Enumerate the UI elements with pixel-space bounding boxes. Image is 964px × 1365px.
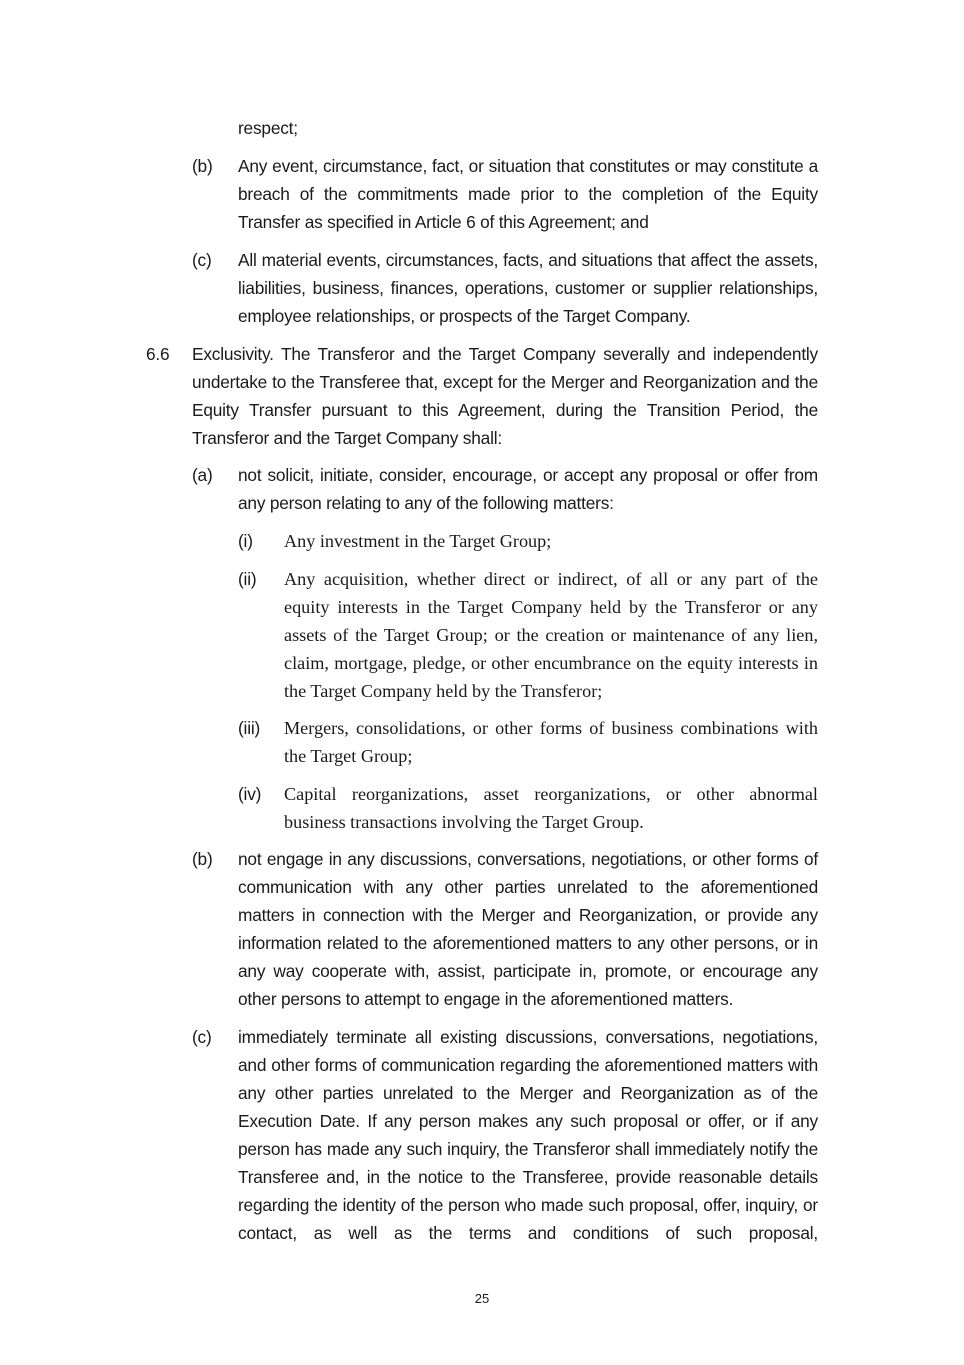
list-item-text: All material events, circumstances, facts, and situations that affect the assets, liabilities, business, finances, operations, customer or supplier relationships, employee relationships, or prospects of the Target Company. [238, 250, 818, 326]
list-item-text: not engage in any discussions, conversations, negotiations, or other forms of communication with any other parties unrelated to the aforementioned matters in connection with the Merger and Reorganization, or provide any information related to the aforementioned matters to any other persons, or in any way cooperate with, assist, participate in, promote, or encourage any other persons to attempt to engage in the aforementioned matters. [238, 849, 818, 1009]
sub-list-item-text: Capital reorganizations, asset reorganizations, or other abnormal business transactions involving the Target Group. [284, 784, 818, 832]
sub-list-item-label: (iv) [238, 784, 262, 804]
list-item-text: not solicit, initiate, consider, encourage, or accept any proposal or offer from any person relating to any of the following matters: [238, 465, 818, 513]
sub-list-item-text: Any acquisition, whether direct or indirect, of all or any part of the equity interests in the Target Company held by the Transferor or any assets of the Target Group; or the creation or maintenance of any lien, claim, mortgage, pledge, or other encumbrance on the equity interests in the Target Company held by the Transferor; [284, 569, 818, 701]
list-item-text: Any event, circumstance, fact, or situation that constitutes or may constitute a breach of the commitments made prior to the completion of the Equity Transfer as specified in Article 6 of this Agreement; and [238, 156, 818, 232]
list-item-label: (b) [192, 156, 213, 176]
list-item-text: immediately terminate all existing discussions, conversations, negotiations, and other forms of communication regarding the aforementioned matters with any other parties unrelated to the Merger and Reorganization as of the Execution Date. If any person makes any such proposal or offer, or if any person has made any such inquiry, the Transferor shall immediately notify the Transferee and, in the notice to the Transferee, provide reasonable details regarding the identity of the person who made such proposal, offer, inquiry, or contact, as well as the terms and conditions of such proposal, [238, 1027, 818, 1243]
list-item-label: (b) [192, 849, 213, 869]
page-number: 25 [474, 1291, 490, 1306]
sub-list-item-text: Mergers, consolidations, or other forms of business combinations with the Target Group; [284, 718, 818, 766]
section-text: Exclusivity. The Transferor and the Target Company severally and independently undertake to the Transferee that, except for the Merger and Reorganization and the Equity Transfer pursuant to this Agreement, during the Transition Period, the Transferor and the Target Company shall: [192, 344, 818, 448]
list-item-label: (c) [192, 1027, 212, 1047]
continuation-text: respect; [238, 118, 298, 138]
sub-list-item-label: (ii) [238, 569, 257, 589]
list-item-label: (c) [192, 250, 212, 270]
section-number: 6.6 [146, 344, 170, 364]
sub-list-item-label: (i) [238, 531, 253, 551]
sub-list-item-label: (iii) [238, 718, 261, 738]
sub-list-item-text: Any investment in the Target Group; [284, 531, 552, 551]
list-item-label: (a) [192, 465, 213, 485]
